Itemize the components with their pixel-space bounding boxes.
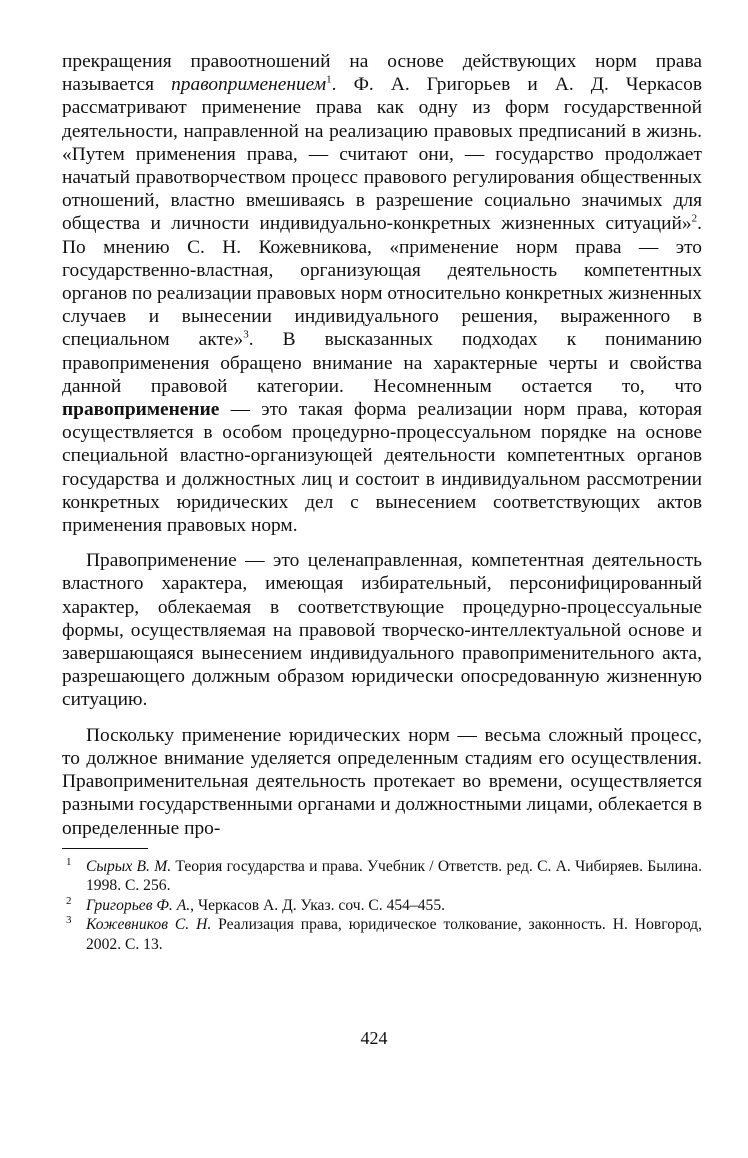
footnote-separator: [62, 848, 148, 849]
footnote-ref-1: 1: [326, 73, 332, 86]
term-pravoprimenenie-italic: правоприменением: [171, 74, 327, 96]
paragraph-1-text-4: . По мнению С. Н. Кожевникова, «применение норм права — это государственно-властная, организующая деятельность компетентных органов по реализации правовых норм относительно конкретных жизненных случаев и вынесении индивидуального решения, выраженного в специальном акте»: [62, 213, 702, 351]
footnote-author: Кожевников С. Н.: [86, 916, 212, 934]
paragraph-1-text-3: . Ф. А. Григорьев и А. Д. Черкасов рассматривают применение права как одну из форм государственной деятельности, направленной на реализацию правовых предписаний в жизнь. «Путем применения права, — считают они, — государство продолжает начатый правотворчеством процесс правового регулирования общественных отношений, властно вмешиваясь в разрешение социально значимых для общества и личности индивидуально-конкретных жизненных ситуаций»: [62, 74, 702, 235]
paragraph-1-text-7: — это такая форма реализации норм права, которая осуществляется в особом процедурно-процессуальном порядке на основе специальной властно-организующей деятельности компетентных органов государства и должностных лиц и состоит в индивидуальном рассмотрении конкретных юридических дел с вынесением соответствующих актов применения правовых норм.: [62, 399, 702, 537]
footnote-2: [62, 896, 702, 916]
paragraph-2: Правоприменение — это целенаправленная, компетентная деятельность властного характера, имеющая избирательный, персонифицированный характер, облекаемая в соответствующие процедурно-процессуальные формы, осуществляемая на правовой творческо-интеллектуальной основе и завершающаяся вынесением индивидуального правоприменительного акта, разрешающего должным образом юридически опосредованную жизненную ситуацию.: [62, 550, 702, 711]
footnote-text: Реализация права, юридическое толкование, законность. Н. Новгород, 2002. С. 13.: [86, 916, 703, 954]
page-content: [62, 50, 702, 955]
footnote-author: Сырых В. М.: [86, 857, 172, 875]
footnotes-list: [62, 857, 702, 955]
paragraph-1-text-5: . В высказанных подходах к пониманию правоприменения обращено внимание на характерные черты и свойства данной правовой категории. Несомненным остается то, что: [62, 329, 702, 397]
footnote-ref-3: 3: [243, 328, 249, 341]
footnote-3: [62, 915, 702, 954]
page-number: 424: [360, 1028, 388, 1048]
footnote-mark: 2: [66, 894, 72, 907]
footnote-text: Теория государства и права. Учебник / Ответств. ред. С. А. Чибиряев. Былина. 1998. С. 256.: [86, 857, 702, 895]
footnote-mark: 1: [66, 855, 72, 868]
footnote-author: Григорьев Ф. А.: [86, 896, 191, 914]
footnote-text: , Черкасов А. Д. Указ. соч. С. 454–455.: [190, 896, 446, 914]
footnote-ref-2: 2: [691, 212, 698, 225]
footnote-mark: 3: [66, 914, 72, 927]
footnote-1: [62, 857, 702, 896]
paragraph-1-text-1: прекращения правоотношений на основе действующих норм права называется: [62, 51, 702, 96]
paragraph-3: Поскольку применение юридических норм — весьма сложный процесс, то должное внимание уделяется определенным стадиям его осуществления. Правоприменительная деятельность протекает во времени, осуществляется разными государственными органами и должностными лицами, облекается в определенные про-: [62, 724, 702, 839]
term-pravoprimenenie-bold: правоприменение: [62, 399, 220, 421]
paragraph-1: [62, 50, 702, 537]
